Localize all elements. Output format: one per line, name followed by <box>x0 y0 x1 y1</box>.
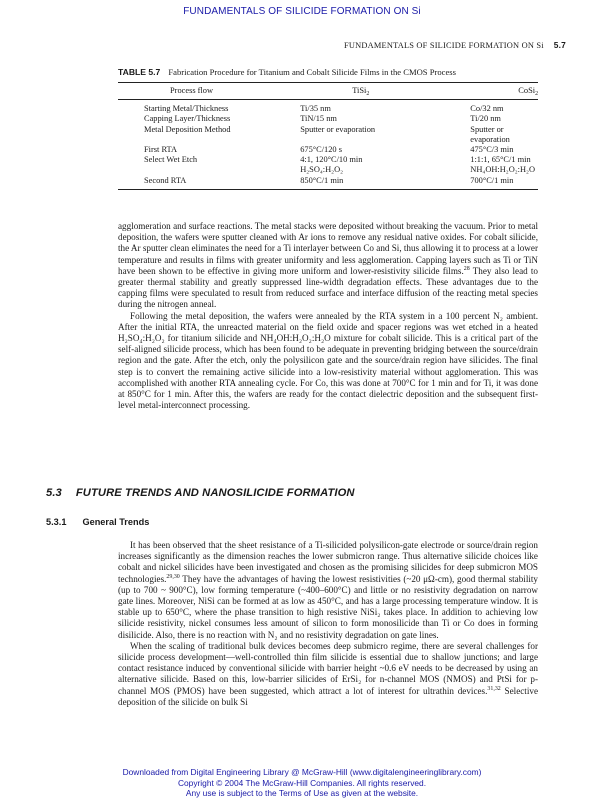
citation-31-32: 31,32 <box>487 685 501 692</box>
table-header-row <box>118 83 538 100</box>
fabrication-table <box>118 82 538 190</box>
running-head <box>344 40 566 50</box>
col-header-cosi2: CoSi$_2$ <box>470 83 538 100</box>
page-number: 5.7 <box>553 40 566 50</box>
copyright-footer <box>0 767 604 799</box>
download-banner: FUNDAMENTALS OF SILICIDE FORMATION ON Si <box>183 6 421 17</box>
paragraph-scaling-challenges: When the scaling of traditional bulk devices becomes deep submicro regime, there are several challenges for silicide process development—well-controlled thin film silicide is essential due to shallow junctions; and large contact resistance induced by conventional silicide with barrier height ~0.6 eV needs to be decreased by using an alternative silicide. Based on this, low-barrier silicides of ErSi₂ for n-channel MOS (NMOS) and PtSi for p-channel MOS (PMOS) have been suggested, which attract a lot of interest for ultrathin devices.$^{31,32}$ Selective deposition of the silicide on bulk Si <box>118 640 538 707</box>
table-row: Select Wet Etch 4:1, 120°C/10 min 1:1:1, 65°C/1 min <box>144 155 531 165</box>
citation-28: 28 <box>463 265 470 272</box>
section-heading <box>46 487 355 499</box>
citation-29-30: 29,30 <box>166 573 180 580</box>
col-header-tisi2: TiSi$_2$ <box>300 83 470 100</box>
table-row: Metal Deposition Method Sputter or evaporation Sputter or evaporation <box>144 124 510 144</box>
running-head-title: FUNDAMENTALS OF SILICIDE FORMATION ON Si <box>344 41 544 50</box>
col-header-process: Process flow <box>118 83 300 100</box>
footer-terms: Any use is subject to the Terms of Use as given at the website. <box>185 788 419 799</box>
body-text-upper <box>118 221 538 411</box>
table-row: Second RTA 850°C/1 min 700°C/1 min <box>118 176 538 190</box>
table-label: TABLE 5.7 <box>118 67 161 77</box>
footer-copyright: Copyright © 2004 The McGraw-Hill Companies. All rights reserved. <box>177 777 427 788</box>
subsection-title: General Trends <box>82 517 150 527</box>
paragraph-general-trends: It has been observed that the sheet resistance of a Ti-silicided polysilicon-gate electrode or source/drain region increases significantly as the dimension reaches the lower submicron range. Thus alternative silicide choices like cobalt and nickel silicides have been investigated and chosen as the promising silicides for deep submicron MOS technologies.$^{29,30}$ They have the advantages of having the lowest resistivities (~20 μΩ-cm), good thermal stability (up to 700 ~ 900°C), low forming temperature (~400–600°C) and little or no resistivity degradation on narrow gate lines. Moreover, NiSi can be formed at as low as 450°C, and has a large processing temperature window. It is stable up to 650°C, where the phase transition to high resistive NiSi₂ takes place. In addition to achieving low silicide resistivity, nickel consumes less amount of silicon to form monosilicide than Ti or Co does in forming disilicide. Also, there is no reaction with N₂ and no resistivity degradation on gate lines. <box>118 540 538 640</box>
body-text-lower <box>118 540 538 708</box>
table-row: Capping Layer/Thickness TiN/15 nm Ti/20 nm <box>144 114 501 124</box>
subsection-number: 5.3.1 <box>46 517 67 527</box>
subsection-heading <box>46 517 149 527</box>
table-caption-text: Fabrication Procedure for Titanium and Cobalt Silicide Films in the CMOS Process <box>168 67 456 77</box>
section-number: 5.3 <box>46 487 62 499</box>
paragraph-rta-anneal: Following the metal deposition, the wafers were annealed by the RTA system in a 100 percent N₂ ambient. After the initial RTA, the unreacted material on the field oxide and spacer regions was wet etched in a heated H₂SO₄:H₂O₂ for titanium silicide and NH₄OH:H₂O₂:H₂O mixture for cobalt silicide. This is a critical part of the self-aligned silicide process, which has been found to be adequate in preventing bridging between the source/drain region and the gate. After the etch, only the polysilicon gate and the source/drain region have silicides. The final step is to convert the remaining active silicide into a low-resistivity material without agglomeration. This was accomplished with another RTA annealing cycle. For Co, this was done at 700°C for 1 min and for Ti, it was done at 850°C for 1 min. After this, the wafers are ready for the contact dielectric deposition and the subsequent first-level metal-interconnect processing. <box>118 310 538 411</box>
paragraph-metal-stacks: agglomeration and surface reactions. The metal stacks were deposited without breaking the vacuum. Prior to metal deposition, the wafers were sputter cleaned with Ar ions to remove any residual native oxides. For cobalt silicide, the Ar sputter clean eliminates the need for a Ti interlayer between Co and Si, thus allowing it to process at a lower temperature and results in films with greater uniformity and less agglomeration. Capping layers such as Ti or TiN have been shown to be effective in giving more uniform and lower-resistivity silicide films.$^{28}$ They also lead to greater thermal stability and greatly suppressed line-width degradation effects. These advantages due to the capping films were speculated to result from reduced surface and interface diffusion of the reacting metal species during the nitrogen anneal. <box>118 221 538 310</box>
section-title: FUTURE TRENDS AND NANOSILICIDE FORMATION <box>75 487 355 499</box>
table-caption <box>118 67 456 77</box>
table-row: Starting Metal/Thickness Ti/35 nm Co/32 nm <box>144 104 504 114</box>
footer-download-link[interactable]: Downloaded from Digital Engineering Library @ McGraw-Hill (www.digitalengineeringlibrary.com) <box>122 767 482 777</box>
table-row: H₂SO₄:H₂O₂ NH₄OH:H₂O₂:H₂O <box>300 165 536 175</box>
table-row: First RTA 675°C/120 s 475°C/3 min <box>144 145 514 155</box>
